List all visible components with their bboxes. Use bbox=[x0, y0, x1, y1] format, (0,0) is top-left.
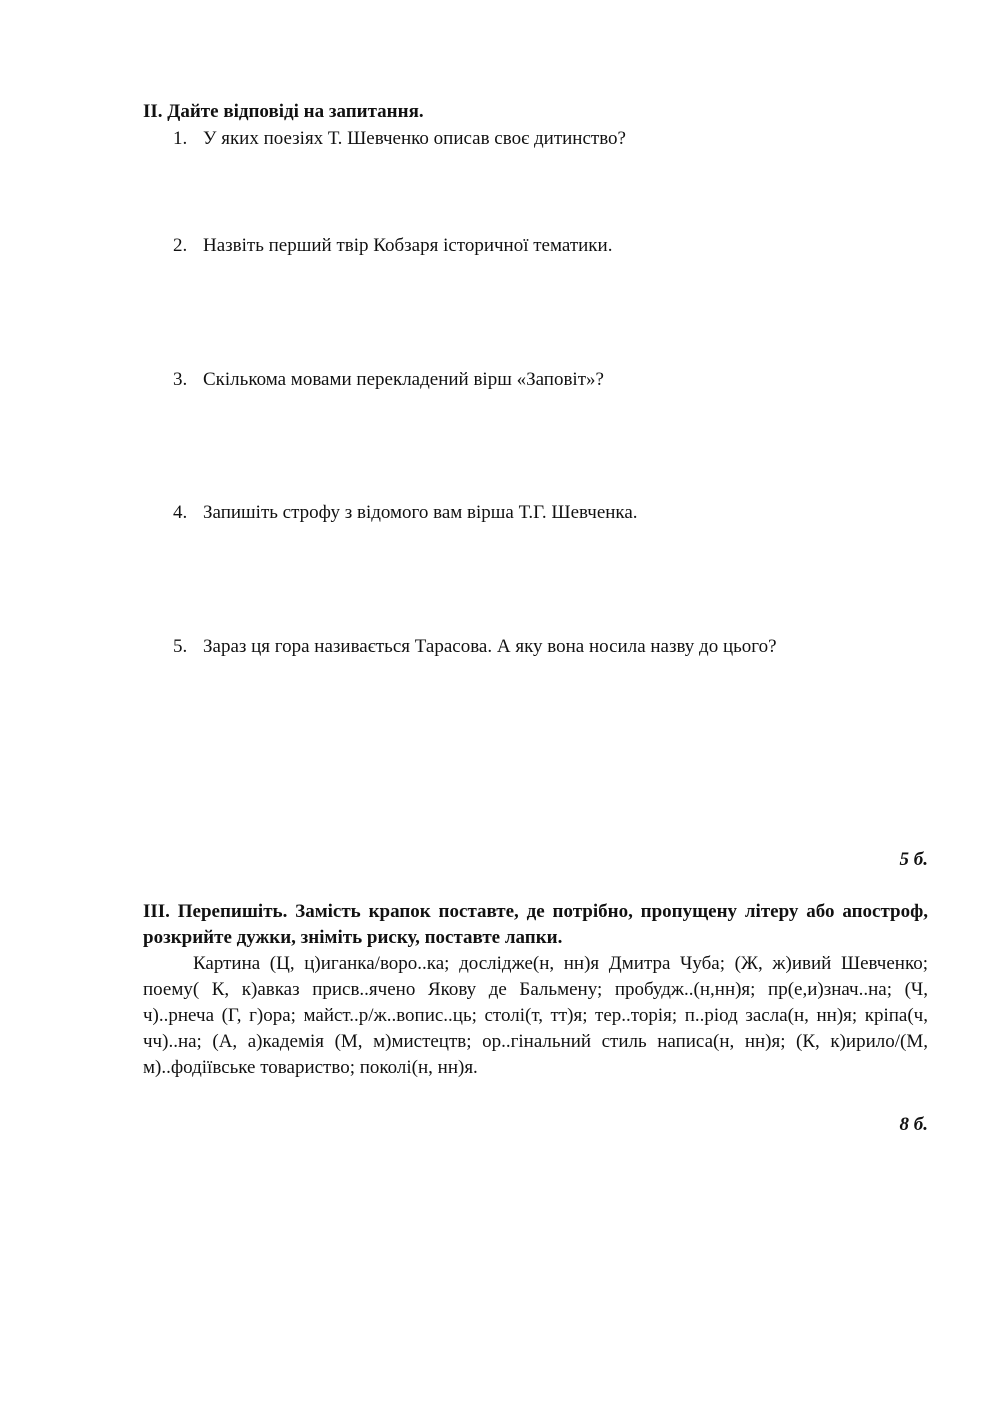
question-number: 3. bbox=[173, 369, 188, 390]
section-2-score: 5 б. bbox=[899, 849, 928, 870]
question-number: 5. bbox=[173, 636, 188, 657]
section-3-score: 8 б. bbox=[899, 1114, 928, 1135]
section-3 bbox=[143, 899, 928, 1081]
question-4 bbox=[173, 502, 638, 524]
question-1 bbox=[173, 128, 626, 150]
question-text: Зараз ця гора називається Тарасова. А яку вона носила назву до цього? bbox=[203, 636, 777, 657]
question-5 bbox=[173, 636, 777, 658]
question-number: 2. bbox=[173, 235, 188, 256]
question-text: Скількома мовами перекладений вірш «Заповіт»? bbox=[203, 369, 604, 390]
section-3-heading: III. Перепишіть. Замість крапок поставте, де потрібно, пропущену літеру або апостроф, розкрийте дужки, зніміть риску, поставте лапки. bbox=[143, 901, 928, 948]
section-2-heading: II. Дайте відповіді на запитання. bbox=[143, 101, 424, 122]
question-text: У яких поезіях Т. Шевченко описав своє дитинство? bbox=[203, 128, 626, 149]
section-3-exercise-text: Картина (Ц, ц)иганка/воро..ка; дослідже(н, нн)я Дмитра Чуба; (Ж, ж)ивий Шевченко; поему( К, к)авказ присв..ячено Якову де Бальмену; пробудж..(н,нн)я; пр(е,и)знач..на; (Ч, ч)..рнеча (Г, г)ора; майст..р/ж..вопис..ць; столі(т, тт)я; тер..торія; п..ріод засла(н, нн)я; кріпа(ч, чч)..на; (А, а)кадемія (М, м)мистецтв; ор..гінальний стиль написа(н, нн)я; (К, к)ирило/(М, м)..фодіївське товариство; поколі(н, нн)я. bbox=[143, 953, 928, 1078]
question-number: 4. bbox=[173, 502, 188, 523]
question-text: Назвіть перший твір Кобзаря історичної тематики. bbox=[203, 235, 613, 256]
question-text: Запишіть строфу з відомого вам вірша Т.Г. Шевченка. bbox=[203, 502, 638, 523]
question-2 bbox=[173, 235, 612, 257]
question-number: 1. bbox=[173, 128, 188, 149]
question-3 bbox=[173, 369, 604, 391]
